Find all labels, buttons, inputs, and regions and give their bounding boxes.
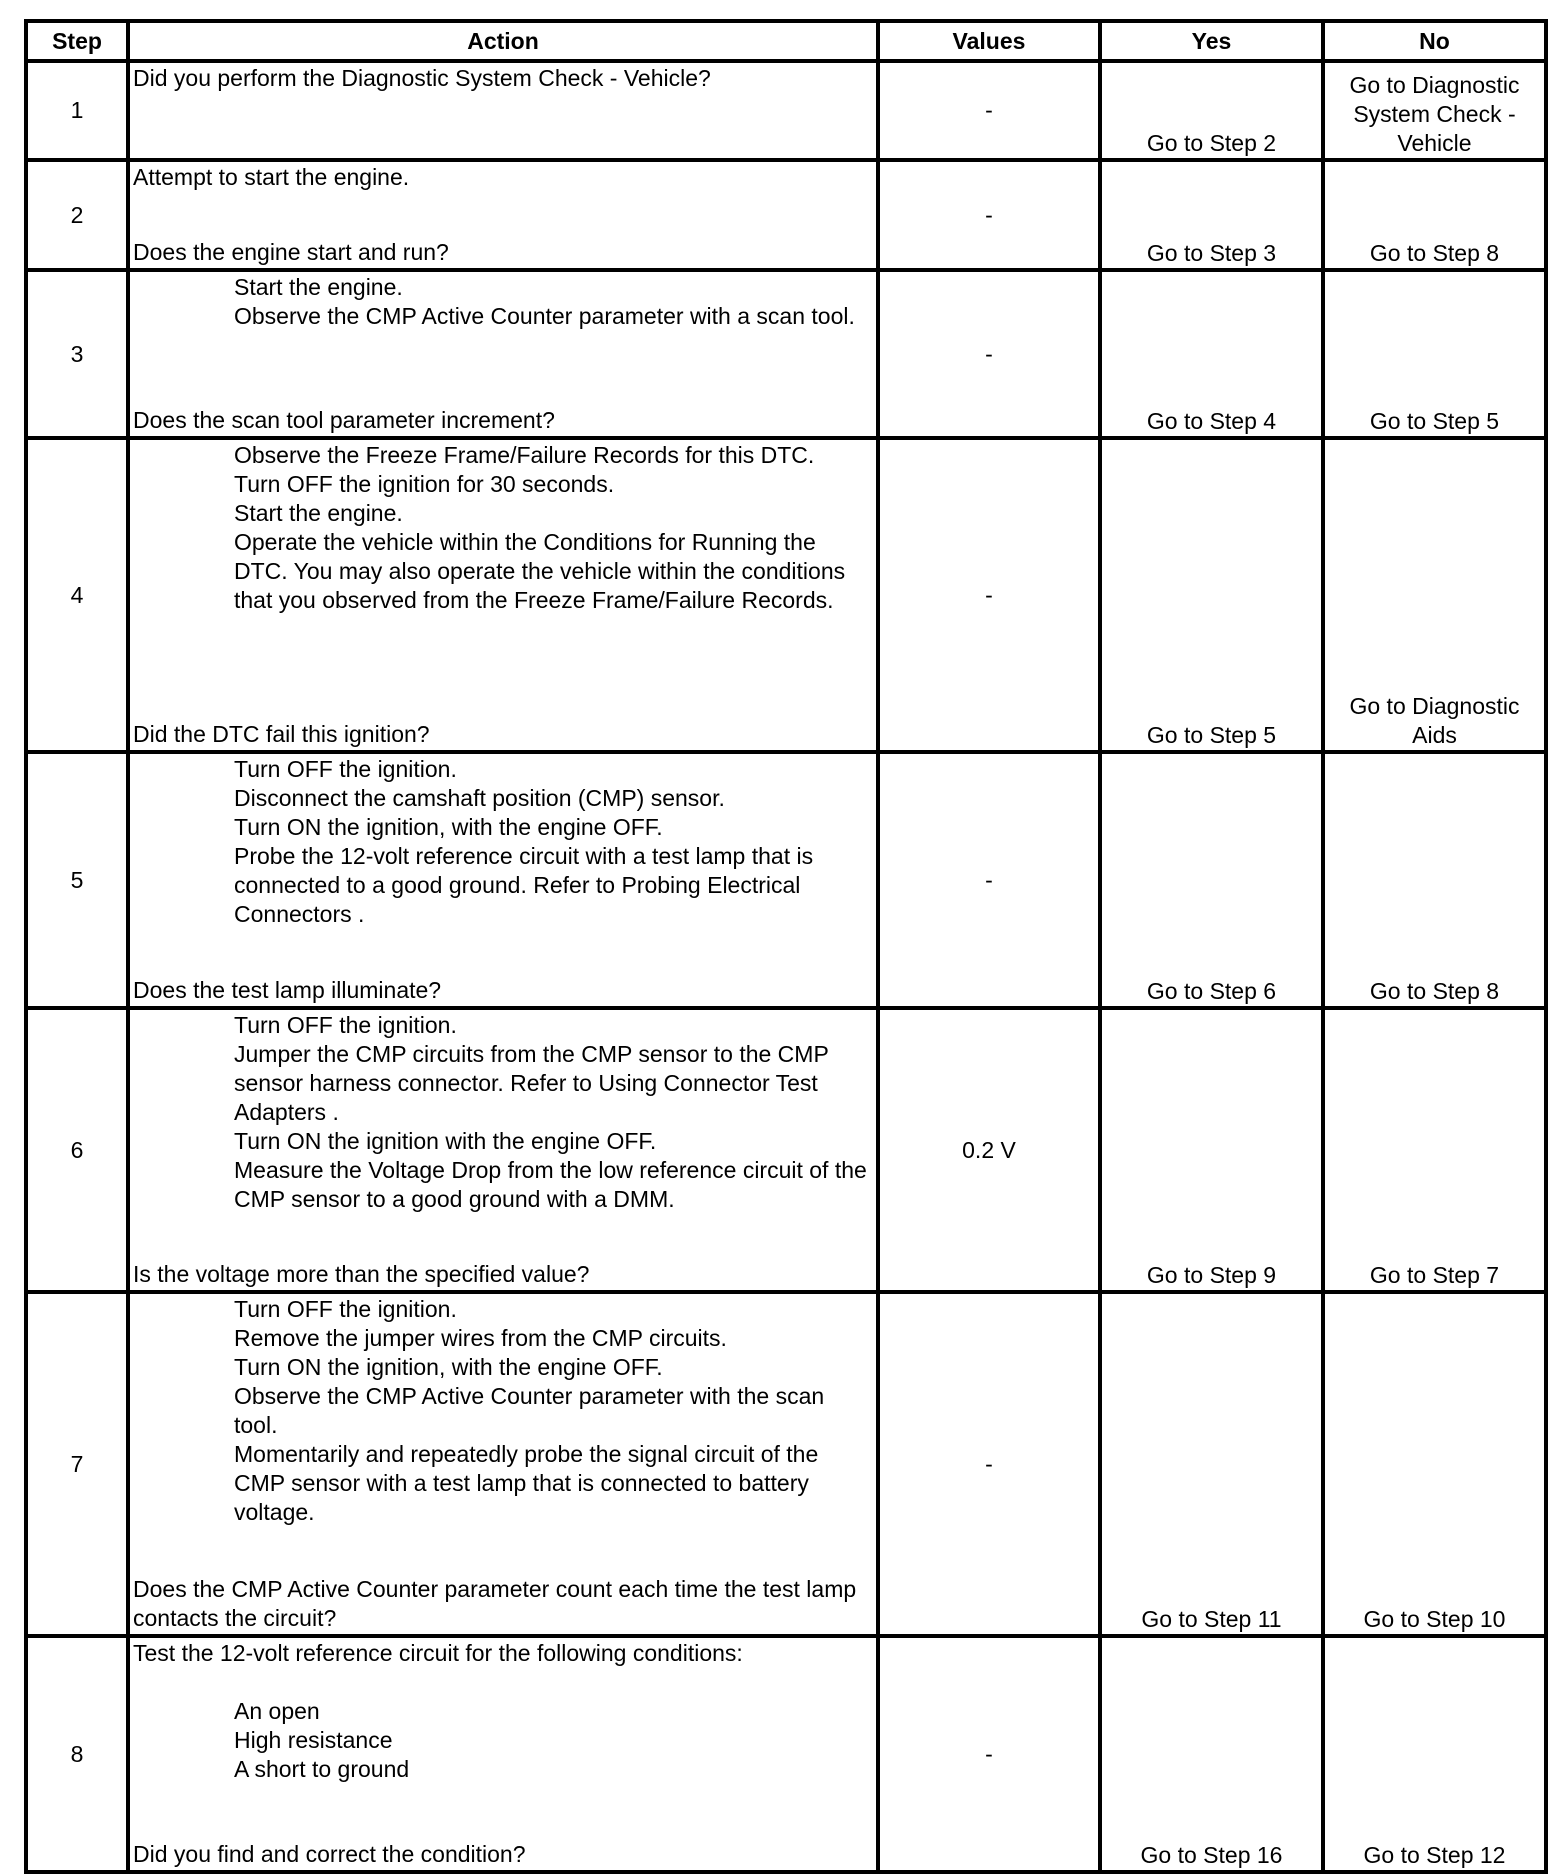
- yes-cell: Go to Step 6: [1100, 752, 1323, 1008]
- action-step: Remove the jumper wires from the CMP circuits.: [234, 1325, 727, 1351]
- action-cell: [128, 438, 878, 752]
- table-row: [26, 1008, 1546, 1292]
- action-step: Turn ON the ignition, with the engine OFF.: [234, 1354, 663, 1380]
- action-question: Does the CMP Active Counter parameter count each time the test lamp contacts the circuit?: [133, 1576, 857, 1631]
- action-step: Observe the CMP Active Counter parameter with the scan tool.: [234, 1383, 825, 1438]
- table-row: [26, 752, 1546, 1008]
- action-step: Observe the Freeze Frame/Failure Records for this DTC.: [234, 442, 815, 468]
- action-cell: [128, 270, 878, 438]
- table-row: [26, 438, 1546, 752]
- header-step: Step: [26, 21, 128, 61]
- step-number: 3: [26, 270, 128, 438]
- table-row: [26, 1292, 1546, 1636]
- value-cell: -: [878, 438, 1100, 752]
- table-row: [26, 61, 1546, 160]
- action-step: Turn OFF the ignition for 30 seconds.: [234, 471, 615, 497]
- action-step: Start the engine.: [234, 500, 403, 526]
- table-row: [26, 160, 1546, 270]
- action-steps: [133, 1011, 872, 1214]
- action-cell: [128, 61, 878, 160]
- yes-cell: Go to Step 3: [1100, 160, 1323, 270]
- action-lead: Test the 12-volt reference circuit for the following conditions:: [133, 1640, 743, 1666]
- yes-cell: Go to Step 16: [1100, 1636, 1323, 1872]
- step-number: 7: [26, 1292, 128, 1636]
- action-question: Does the scan tool parameter increment?: [133, 407, 555, 433]
- header-yes: Yes: [1100, 21, 1323, 61]
- action-step: Turn OFF the ignition.: [234, 756, 457, 782]
- action-cell: [128, 160, 878, 270]
- step-number: 2: [26, 160, 128, 270]
- header-row: [26, 21, 1546, 61]
- action-step: Turn ON the ignition, with the engine OFF.: [234, 814, 663, 840]
- action-question: Did the DTC fail this ignition?: [133, 721, 430, 747]
- no-cell: Go to Step 5: [1323, 270, 1546, 438]
- action-question: Is the voltage more than the specified value?: [133, 1261, 590, 1287]
- header-no: No: [1323, 21, 1546, 61]
- no-cell: Go to Step 8: [1323, 160, 1546, 270]
- action-step: Turn ON the ignition with the engine OFF.: [234, 1128, 657, 1154]
- action-steps: [133, 1697, 872, 1784]
- action-step: Disconnect the camshaft position (CMP) sensor.: [234, 785, 725, 811]
- table-row: [26, 270, 1546, 438]
- yes-cell: Go to Step 2: [1100, 61, 1323, 160]
- action-step: Turn OFF the ignition.: [234, 1012, 457, 1038]
- action-step: Measure the Voltage Drop from the low reference circuit of the CMP sensor to a good ground with a DMM.: [234, 1157, 867, 1212]
- no-cell: Go to Step 7: [1323, 1008, 1546, 1292]
- no-cell: Go to Diagnostic Aids: [1323, 438, 1546, 752]
- step-number: 8: [26, 1636, 128, 1872]
- yes-cell: Go to Step 4: [1100, 270, 1323, 438]
- no-cell: Go to Step 10: [1323, 1292, 1546, 1636]
- no-cell: Go to Step 8: [1323, 752, 1546, 1008]
- value-cell: -: [878, 61, 1100, 160]
- action-step: An open: [234, 1698, 320, 1724]
- yes-cell: Go to Step 5: [1100, 438, 1323, 752]
- yes-cell: Go to Step 9: [1100, 1008, 1323, 1292]
- action-question: Does the test lamp illuminate?: [133, 977, 442, 1003]
- action-step: A short to ground: [234, 1756, 410, 1782]
- value-cell: -: [878, 1636, 1100, 1872]
- yes-cell: Go to Step 11: [1100, 1292, 1323, 1636]
- no-cell: Go to Diagnostic System Check - Vehicle: [1323, 61, 1546, 160]
- value-cell: -: [878, 1292, 1100, 1636]
- value-cell: 0.2 V: [878, 1008, 1100, 1292]
- header-values: Values: [878, 21, 1100, 61]
- value-cell: -: [878, 752, 1100, 1008]
- action-step: Turn OFF the ignition.: [234, 1296, 457, 1322]
- header-action: Action: [128, 21, 878, 61]
- value-cell: -: [878, 160, 1100, 270]
- value-cell: -: [878, 270, 1100, 438]
- action-question: Did you find and correct the condition?: [133, 1841, 526, 1867]
- action-question: Does the engine start and run?: [133, 239, 449, 265]
- action-step: Start the engine.: [234, 274, 403, 300]
- step-number: 1: [26, 61, 128, 160]
- action-lead: Attempt to start the engine.: [133, 164, 410, 190]
- action-steps: [133, 441, 872, 615]
- action-step: Observe the CMP Active Counter parameter with a scan tool.: [234, 303, 855, 329]
- action-step: Probe the 12-volt reference circuit with a test lamp that is connected to a good ground. Refer to Probing Electrical Connectors .: [234, 843, 814, 927]
- step-number: 5: [26, 752, 128, 1008]
- action-cell: [128, 1636, 878, 1872]
- step-number: 4: [26, 438, 128, 752]
- action-cell: [128, 1292, 878, 1636]
- action-cell: [128, 1008, 878, 1292]
- step-number: 6: [26, 1008, 128, 1292]
- action-step: High resistance: [234, 1727, 393, 1753]
- action-steps: [133, 1295, 872, 1527]
- action-lead: Did you perform the Diagnostic System Check - Vehicle?: [133, 65, 711, 91]
- action-step: Momentarily and repeatedly probe the signal circuit of the CMP sensor with a test lamp that is connected to battery voltage.: [234, 1441, 819, 1525]
- action-steps: [133, 273, 872, 331]
- action-step: Operate the vehicle within the Conditions for Running the DTC. You may also operate the vehicle within the conditions that you observed from the Freeze Frame/Failure Records.: [234, 529, 846, 613]
- diagnostic-table: [24, 19, 1548, 1874]
- no-cell: Go to Step 12: [1323, 1636, 1546, 1872]
- table-row: [26, 1636, 1546, 1872]
- action-cell: [128, 752, 878, 1008]
- action-step: Jumper the CMP circuits from the CMP sensor to the CMP sensor harness connector. Refer to Using Connector Test Adapters .: [234, 1041, 829, 1125]
- action-steps: [133, 755, 872, 929]
